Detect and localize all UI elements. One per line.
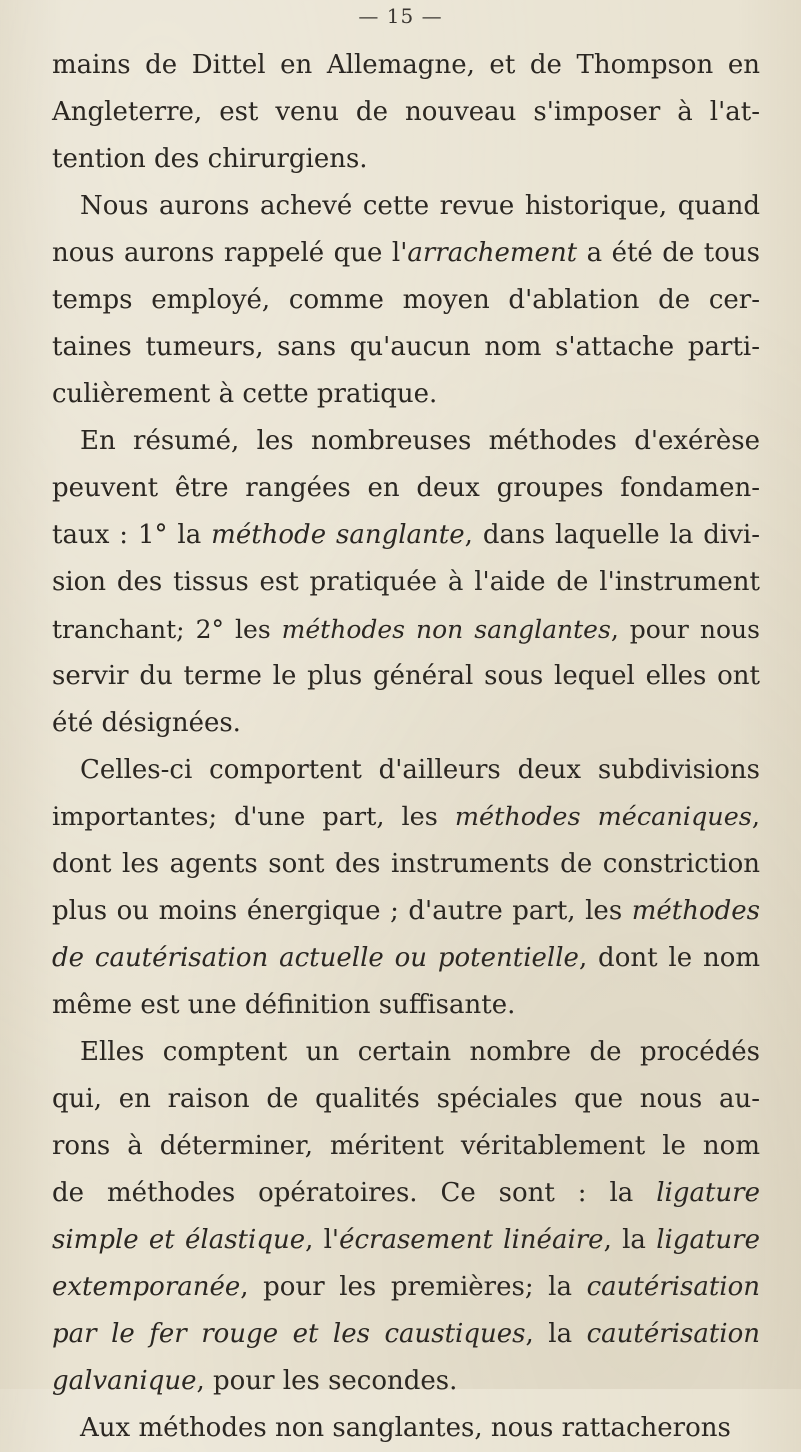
text-segment: peuvent être rangées en deux groupes fondamen- (52, 473, 760, 503)
text-segment: a été de tous (577, 238, 760, 268)
text-segment: sion des tissus est pratiquée à l'aide de l'instrument (52, 567, 760, 597)
text-segment: , pour nous (610, 615, 760, 644)
text-segment: , dans laquelle la divi- (464, 520, 760, 550)
text-line (52, 935, 760, 982)
text-line (52, 183, 760, 230)
text-segment: servir du terme le plus général sous lequel elles ont (52, 661, 760, 691)
text-segment: Angleterre, est venu de nouveau s'imposer à l'at- (52, 97, 760, 127)
text-segment: importantes; d'une part, les (52, 802, 455, 832)
text-line (52, 700, 760, 747)
italic-text: cautérisation (586, 1272, 760, 1302)
text-segment: Aux méthodes non sanglantes, nous rattacherons (80, 1413, 731, 1443)
text-line (52, 1358, 760, 1405)
italic-text: extemporanée (52, 1272, 241, 1302)
italic-text: méthodes mécaniques (454, 802, 752, 832)
text-line (52, 465, 760, 512)
italic-text: méthodes non sanglantes (281, 615, 611, 644)
text-line (52, 1029, 760, 1076)
text-line (52, 418, 760, 465)
text-line (52, 1123, 760, 1170)
text-segment: , dont le nom (578, 943, 760, 973)
text-line (52, 1405, 760, 1452)
text-line (52, 794, 760, 841)
text-line (52, 559, 760, 606)
text-segment: , (751, 802, 760, 832)
text-line (52, 1311, 760, 1358)
text-line (52, 841, 760, 888)
italic-text: par le fer rouge et les caustiques (52, 1319, 526, 1349)
text-segment: mains de Dittel en Allemagne, et de Thompson en (52, 50, 760, 80)
text-segment: Elles comptent un certain nombre de procédés (80, 1037, 760, 1067)
italic-text: ligature (656, 1178, 760, 1208)
text-segment: nous aurons rappelé que l' (52, 238, 408, 268)
italic-text: de cautérisation actuelle ou potentielle (52, 943, 579, 973)
text-segment: taux : 1° la (52, 520, 212, 550)
text-line (52, 1076, 760, 1123)
text-line (52, 1264, 760, 1311)
text-segment: Celles-ci comportent d'ailleurs deux subdivisions (80, 755, 760, 785)
italic-text: cautérisation (586, 1319, 760, 1349)
text-segment: rons à déterminer, méritent véritablement le nom (52, 1131, 760, 1161)
italic-text: méthodes (631, 896, 760, 926)
text-line (52, 606, 760, 653)
text-line (52, 1217, 760, 1264)
text-segment: , l' (305, 1225, 340, 1255)
text-segment: , pour les premières; la (240, 1272, 587, 1302)
italic-text: simple et élastique (52, 1225, 306, 1255)
text-segment: de méthodes opératoires. Ce sont : la (52, 1178, 657, 1208)
text-line (52, 982, 760, 1029)
text-line (52, 136, 760, 183)
text-segment: En résumé, les nombreuses méthodes d'exérèse (80, 426, 760, 456)
italic-text: écrasement linéaire (339, 1225, 604, 1255)
text-segment: qui, en raison de qualités spéciales que nous au- (52, 1084, 760, 1114)
text-line (52, 230, 760, 277)
text-segment: , la (525, 1319, 587, 1349)
text-line (52, 371, 760, 418)
body-text (52, 42, 760, 1452)
text-segment: tranchant; 2° les (52, 615, 282, 644)
text-segment: , la (603, 1225, 657, 1255)
text-segment: plus ou moins énergique ; d'autre part, les (52, 896, 632, 926)
text-line (52, 1170, 760, 1217)
italic-text: arrachement (407, 238, 578, 268)
text-segment: tention des chirurgiens. (52, 144, 368, 174)
text-line (52, 89, 760, 136)
italic-text: méthode sanglante (211, 520, 465, 550)
page-number: — 15 — (358, 4, 443, 28)
italic-text: ligature (656, 1225, 760, 1255)
text-segment: été désignées. (52, 708, 241, 738)
text-line (52, 277, 760, 324)
text-segment: même est une définition suffisante. (52, 990, 516, 1020)
text-segment: Nous aurons achevé cette revue historique, quand (80, 191, 760, 221)
text-line (52, 653, 760, 700)
text-line (52, 512, 760, 559)
text-line (52, 324, 760, 371)
text-segment: , pour les secondes. (196, 1366, 458, 1396)
text-line (52, 747, 760, 794)
text-segment: dont les agents sont des instruments de constriction (52, 849, 760, 879)
text-line (52, 888, 760, 935)
text-segment: culièrement à cette pratique. (52, 379, 438, 409)
text-segment: temps employé, comme moyen d'ablation de cer- (52, 285, 760, 315)
text-segment: taines tumeurs, sans qu'aucun nom s'attache parti- (52, 332, 760, 362)
text-line (52, 42, 760, 89)
italic-text: galvanique (52, 1366, 197, 1396)
